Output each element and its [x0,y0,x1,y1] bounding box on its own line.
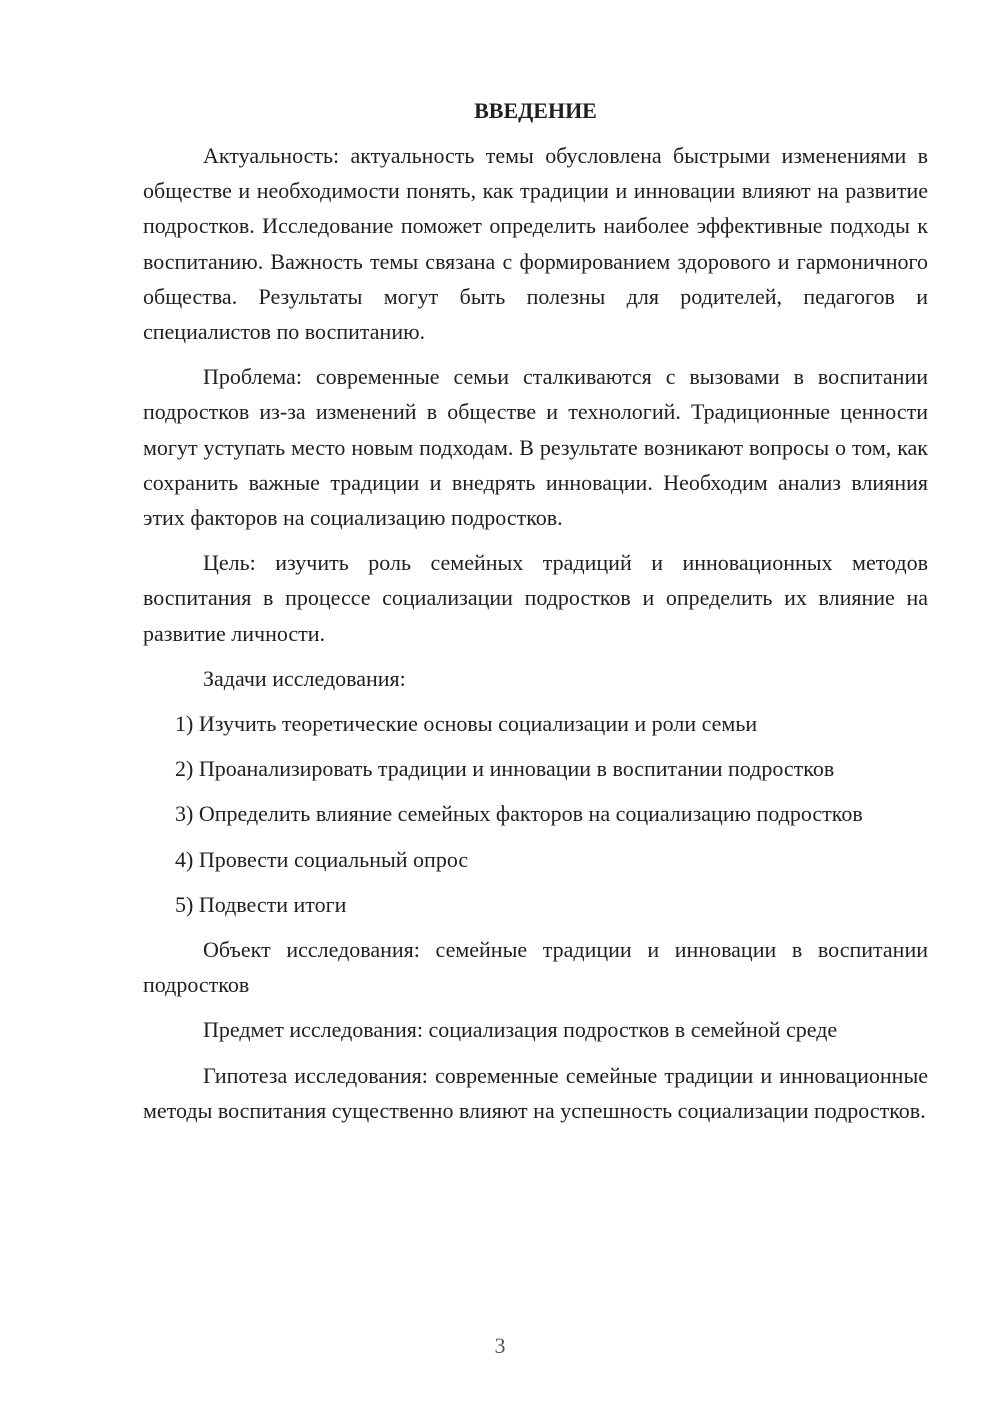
subject-paragraph: Предмет исследования: социализация подростков в семейной среде [203,1017,838,1043]
task-item-2: 2) Проанализировать традиции и инновации в воспитании подростков [175,756,835,782]
goal-paragraph: Цель: изучить роль семейных традиций и инновационных методов воспитания в процессе социализации подростков и определить их влияние на развитие личности. [143,550,928,646]
task-item-5: 5) Подвести итоги [175,891,347,917]
tasks-heading: Задачи исследования: [203,665,406,691]
section-title: ВВЕДЕНИЕ [474,98,597,123]
task-item-3: 3) Определить влияние семейных факторов на социализацию подростков [175,801,863,827]
document-page [143,96,928,1138]
hypothesis-paragraph: Гипотеза исследования: современные семейные традиции и инновационные методы воспитания существенно влияют на успешность социализации подростков. [143,1062,928,1123]
task-item-4: 4) Провести социальный опрос [175,846,469,872]
problem-paragraph: Проблема: современные семьи сталкиваются с вызовами в воспитании подростков из-за изменений в обществе и технологий. Традиционные ценности могут уступать место новым подходам. В результате возникают вопросы о том, как сохранить важные традиции и внедрять инновации. Необходим анализ влияния этих факторов на социализацию подростков. [143,364,928,531]
task-item-1: 1) Изучить теоретические основы социализации и роли семьи [175,711,758,737]
object-paragraph: Объект исследования: семейные традиции и инновации в воспитании подростков [143,937,928,998]
page-number: 3 [494,1333,506,1358]
relevance-paragraph: Актуальность: актуальность темы обусловлена быстрыми изменениями в обществе и необходимости понять, как традиции и инновации влияют на развитие подростков. Исследование поможет определить наиболее эффективные подходы к воспитанию. Важность темы связана с формированием здорового и гармоничного общества. Результаты могут быть полезны для родителей, педагогов и специалистов по воспитанию. [143,143,928,345]
